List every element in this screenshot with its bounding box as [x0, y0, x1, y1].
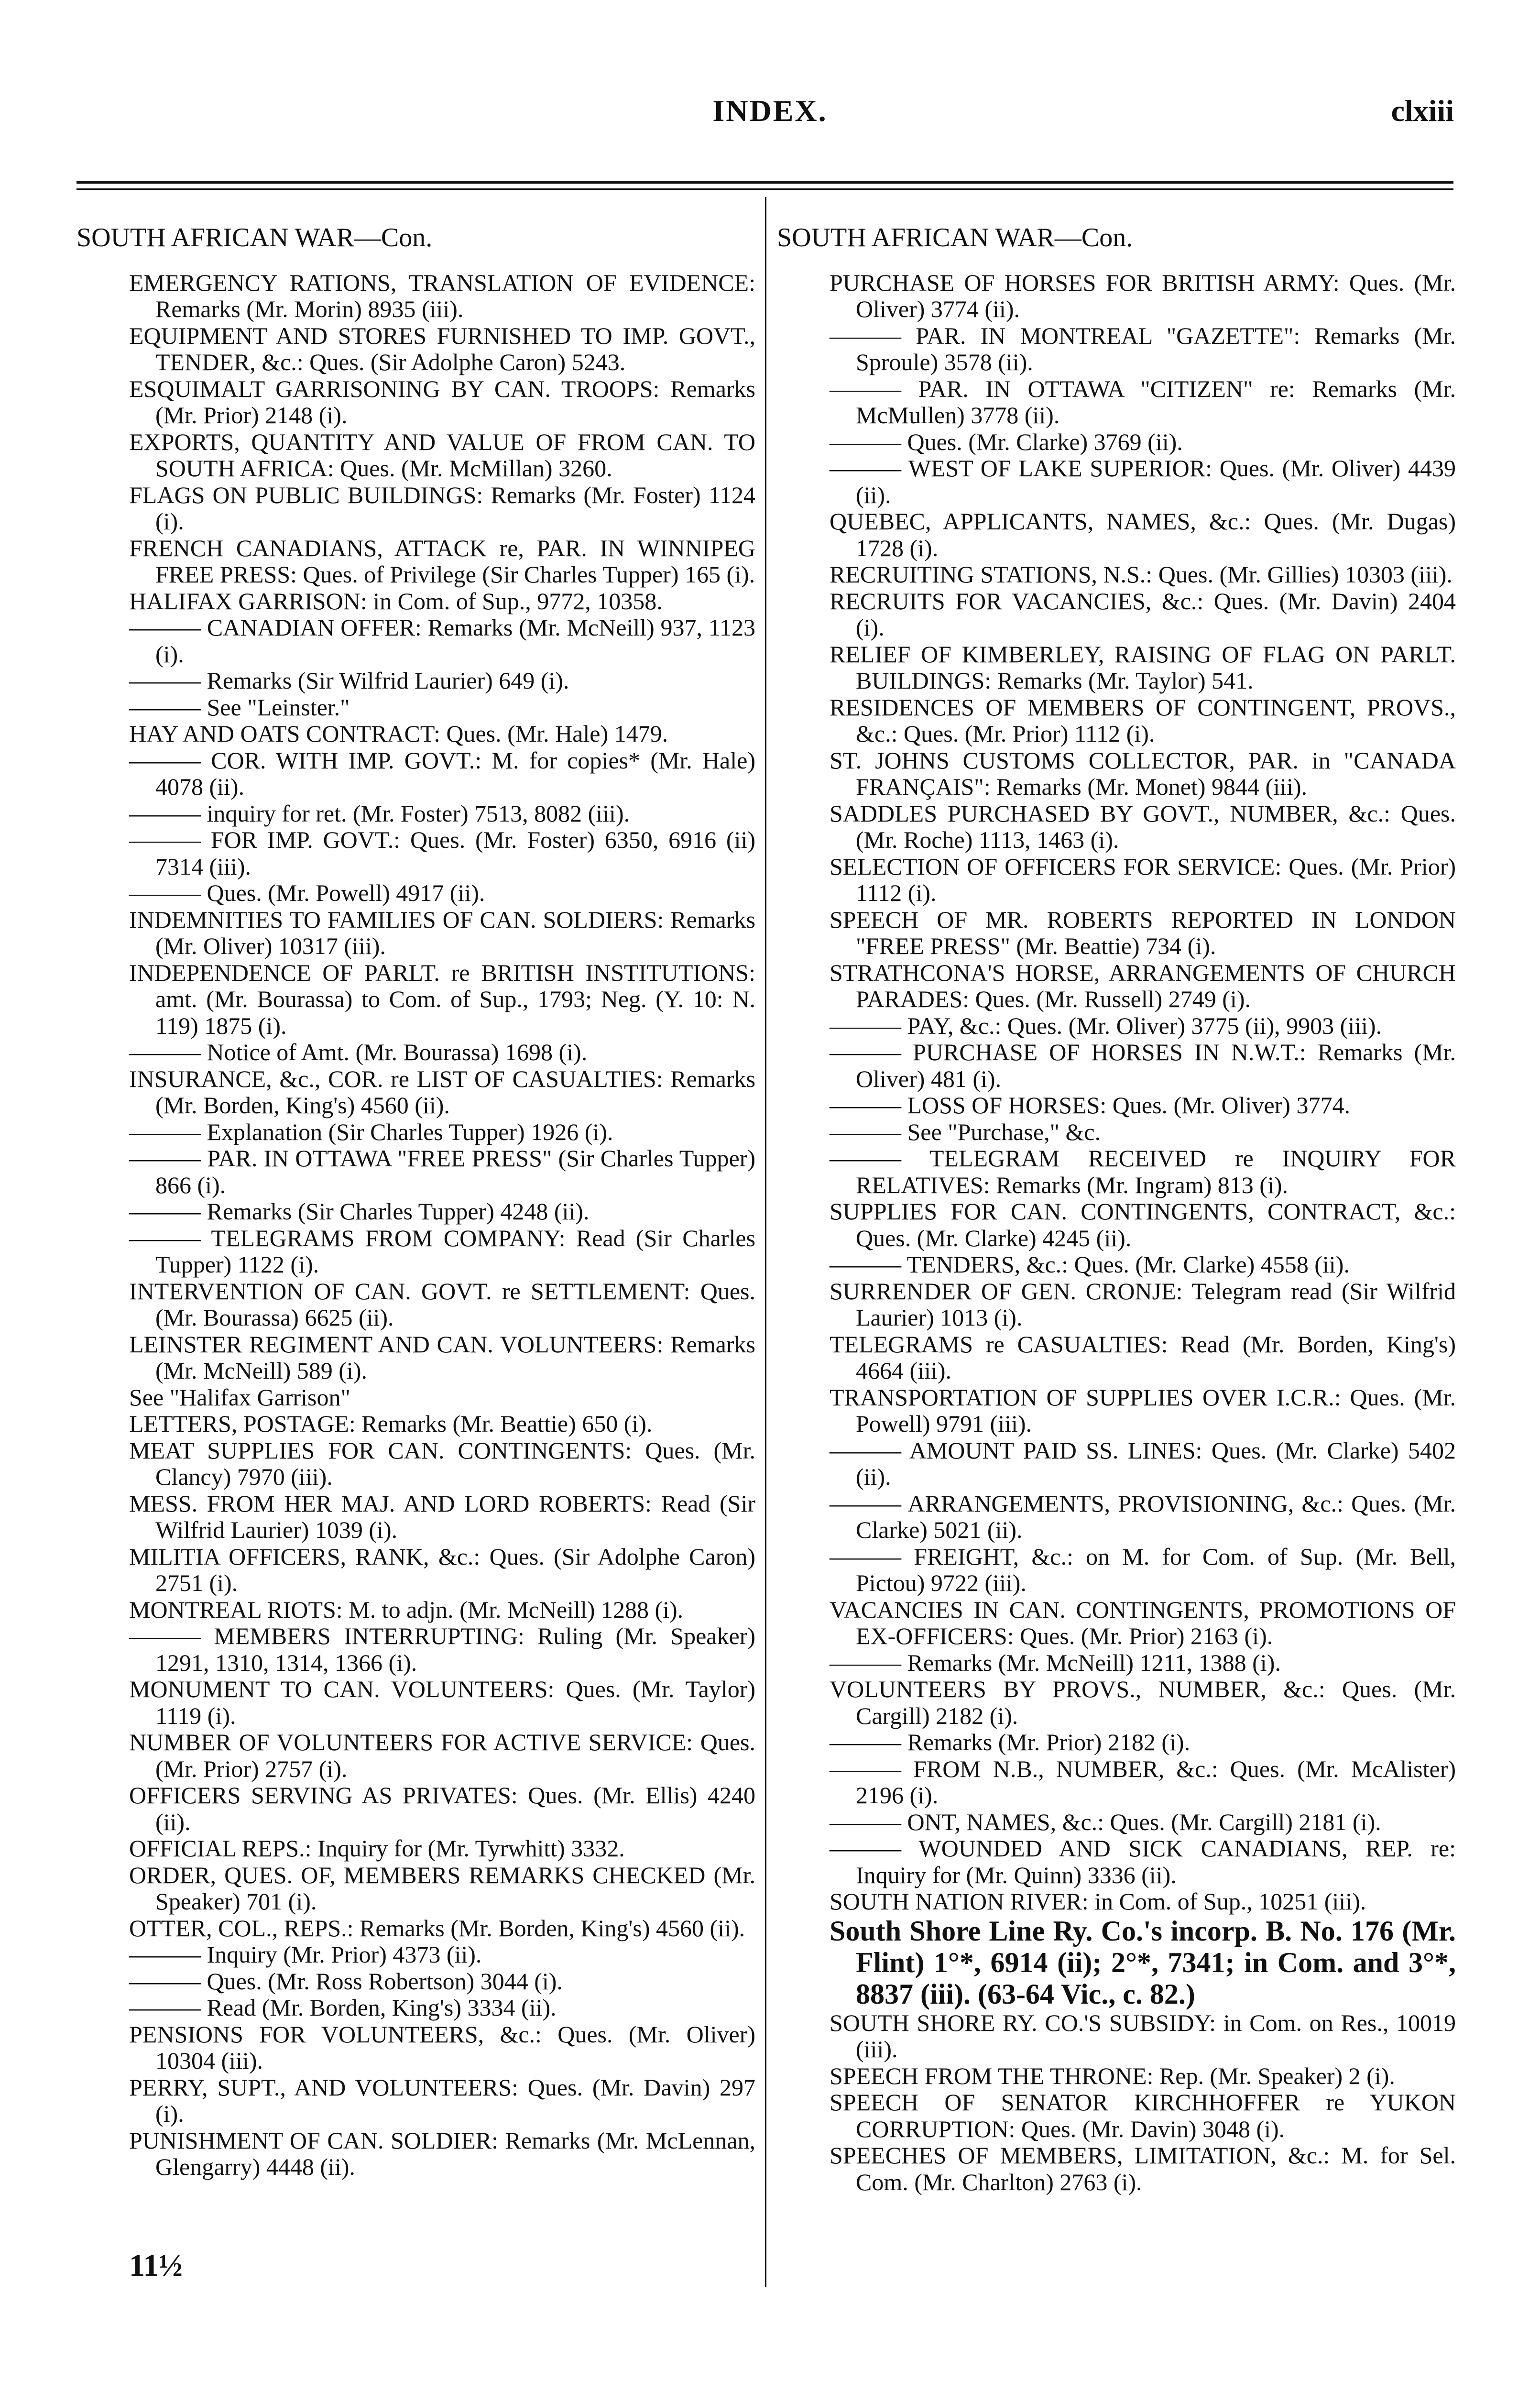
index-entry: QUEBEC, APPLICANTS, NAMES, &c.: Ques. (Mr. Dugas) 1728 (i). [830, 508, 1456, 561]
right-column [777, 225, 1456, 2195]
index-entry: ——— COR. WITH IMP. GOVT.: M. for copies* (Mr. Hale) 4078 (ii). [129, 746, 755, 800]
index-entry: ST. JOHNS CUSTOMS COLLECTOR, PAR. in "CANADA FRANÇAIS": Remarks (Mr. Monet) 9844 (iii). [830, 746, 1456, 800]
index-entry: FRENCH CANADIANS, ATTACK re, PAR. IN WINNIPEG FREE PRESS: Ques. of Privilege (Sir Charles Tupper) 165 (i). [129, 534, 755, 588]
index-entry: SELECTION OF OFFICERS FOR SERVICE: Ques. (Mr. Prior) 1112 (i). [830, 853, 1456, 906]
index-entry: ——— WOUNDED AND SICK CANADIANS, REP. re: Inquiry for (Mr. Quinn) 3336 (ii). [830, 1835, 1456, 1888]
index-entry: ——— FREIGHT, &c.: on M. for Com. of Sup. (Mr. Bell, Pictou) 9722 (iii). [830, 1543, 1456, 1596]
index-entry: ——— Remarks (Sir Charles Tupper) 4248 (ii). [129, 1198, 590, 1225]
index-entry: EMERGENCY RATIONS, TRANSLATION OF EVIDENCE: Remarks (Mr. Morin) 8935 (iii). [129, 269, 755, 322]
index-entry: ——— LOSS OF HORSES: Ques. (Mr. Oliver) 3774. [830, 1092, 1350, 1119]
index-entry: FLAGS ON PUBLIC BUILDINGS: Remarks (Mr. Foster) 1124 (i). [129, 481, 755, 535]
index-entry: ——— PAR. IN OTTAWA "FREE PRESS" (Sir Charles Tupper) 866 (i). [129, 1145, 755, 1198]
section-heading: SOUTH AFRICAN WAR—Con. [76, 223, 433, 252]
index-entry: ——— PAY, &c.: Ques. (Mr. Oliver) 3775 (ii), 9903 (iii). [830, 1012, 1382, 1039]
index-entry: SUPPLIES FOR CAN. CONTINGENTS, CONTRACT, &c.: Ques. (Mr. Clarke) 4245 (ii). [830, 1198, 1456, 1251]
index-entry: PENSIONS FOR VOLUNTEERS, &c.: Ques. (Mr. Oliver) 10304 (iii). [129, 2020, 755, 2074]
index-entry: ——— PAR. IN OTTAWA "CITIZEN" re: Remarks (Mr. McMullen) 3778 (ii). [830, 375, 1456, 428]
index-entry: ——— FOR IMP. GOVT.: Ques. (Mr. Foster) 6350, 6916 (ii) 7314 (iii). [129, 826, 755, 880]
index-entry: RELIEF OF KIMBERLEY, RAISING OF FLAG ON PARLT. BUILDINGS: Remarks (Mr. Taylor) 541. [830, 640, 1456, 694]
index-entry: ——— Notice of Amt. (Mr. Bourassa) 1698 (i). [129, 1039, 588, 1065]
index-entry: ——— Ques. (Mr. Clarke) 3769 (ii). [830, 428, 1183, 455]
index-entry: SPEECH OF MR. ROBERTS REPORTED IN LONDON "FREE PRESS" (Mr. Beattie) 734 (i). [830, 906, 1456, 959]
index-entry: SADDLES PURCHASED BY GOVT., NUMBER, &c.: Ques. (Mr. Roche) 1113, 1463 (i). [830, 800, 1456, 853]
index-entry: RESIDENCES OF MEMBERS OF CONTINGENT, PROVS., &c.: Ques. (Mr. Prior) 1112 (i). [830, 693, 1456, 747]
index-entry: ——— Ques. (Mr. Ross Robertson) 3044 (i). [129, 1967, 563, 1995]
index-entry: ——— TELEGRAM RECEIVED re INQUIRY FOR RELATIVES: Remarks (Mr. Ingram) 813 (i). [830, 1145, 1456, 1198]
index-entry: See "Halifax Garrison" [129, 1383, 350, 1411]
index-entry: LETTERS, POSTAGE: Remarks (Mr. Beattie) 650 (i). [129, 1410, 653, 1437]
header-rule-thin [76, 188, 1453, 190]
index-entry: INTERVENTION OF CAN. GOVT. re SETTLEMENT: Ques. (Mr. Bourassa) 6625 (ii). [129, 1277, 755, 1331]
index-entry: ——— inquiry for ret. (Mr. Foster) 7513, 8082 (iii). [129, 800, 630, 827]
index-entry: ——— WEST OF LAKE SUPERIOR: Ques. (Mr. Oliver) 4439 (ii). [830, 455, 1456, 508]
index-entry: EXPORTS, QUANTITY AND VALUE OF FROM CAN. TO SOUTH AFRICA: Ques. (Mr. McMillan) 3260. [129, 428, 755, 482]
index-entry: RECRUITING STATIONS, N.S.: Ques. (Mr. Gillies) 10303 (iii). [830, 561, 1453, 588]
index-entry: ——— FROM N.B., NUMBER, &c.: Ques. (Mr. McAlister) 2196 (i). [830, 1755, 1456, 1809]
index-entry: ——— PURCHASE OF HORSES IN N.W.T.: Remarks (Mr. Oliver) 481 (i). [830, 1039, 1456, 1092]
index-entry: RECRUITS FOR VACANCIES, &c.: Ques. (Mr. Davin) 2404 (i). [830, 587, 1456, 641]
index-entry: ——— TELEGRAMS FROM COMPANY: Read (Sir Charles Tupper) 1122 (i). [129, 1224, 755, 1278]
index-entry: ——— Inquiry (Mr. Prior) 4373 (ii). [129, 1941, 482, 1968]
page-title: INDEX. [712, 94, 828, 128]
index-entry: INSURANCE, &c., COR. re LIST OF CASUALTIES: Remarks (Mr. Borden, King's) 4560 (ii). [129, 1065, 755, 1119]
index-entry: INDEPENDENCE OF PARLT. re BRITISH INSTITUTIONS: amt. (Mr. Bourassa) to Com. of Sup., 1793; Neg. (Y. 10: N. 119) 1875 (i). [129, 959, 755, 1039]
index-entry: SOUTH SHORE RY. CO.'S SUBSIDY: in Com. on Res., 10019 (iii). [830, 2009, 1456, 2062]
index-entry: ESQUIMALT GARRISONING BY CAN. TROOPS: Remarks (Mr. Prior) 2148 (i). [129, 375, 755, 428]
signature-mark: 11½ [129, 2248, 183, 2283]
index-entry: TELEGRAMS re CASUALTIES: Read (Mr. Borden, King's) 4664 (iii). [830, 1330, 1456, 1384]
column-divider [765, 197, 766, 2287]
index-entry: MILITIA OFFICERS, RANK, &c.: Ques. (Sir Adolphe Caron) 2751 (i). [129, 1543, 755, 1596]
index-entry: HAY AND OATS CONTRACT: Ques. (Mr. Hale) 1479. [129, 720, 668, 747]
index-entry: ——— Explanation (Sir Charles Tupper) 1926 (i). [129, 1118, 613, 1145]
header-rule-thick [76, 181, 1453, 184]
index-entry: HALIFAX GARRISON: in Com. of Sup., 9772, 10358. [129, 587, 663, 614]
index-entry: ——— TENDERS, &c.: Ques. (Mr. Clarke) 4558 (ii). [830, 1251, 1350, 1278]
index-entry: ORDER, QUES. OF, MEMBERS REMARKS CHECKED (Mr. Speaker) 701 (i). [129, 1861, 755, 1915]
index-entry: ——— ONT, NAMES, &c.: Ques. (Mr. Cargill) 2181 (i). [830, 1808, 1381, 1835]
index-entry: SPEECHES OF MEMBERS, LIMITATION, &c.: M. for Sel. Com. (Mr. Charlton) 2763 (i). [830, 2142, 1456, 2195]
index-entry: ——— ARRANGEMENTS, PROVISIONING, &c.: Ques. (Mr. Clarke) 5021 (ii). [830, 1490, 1456, 1543]
index-entry: LEINSTER REGIMENT AND CAN. VOLUNTEERS: Remarks (Mr. McNeill) 589 (i). [129, 1330, 755, 1384]
index-entry: VACANCIES IN CAN. CONTINGENTS, PROMOTIONS OF EX-OFFICERS: Ques. (Mr. Prior) 2163 (i). [830, 1596, 1456, 1649]
index-entry: ——— CANADIAN OFFER: Remarks (Mr. McNeill) 937, 1123 (i). [129, 614, 755, 668]
index-entry: NUMBER OF VOLUNTEERS FOR ACTIVE SERVICE: Ques. (Mr. Prior) 2757 (i). [129, 1729, 755, 1782]
index-entry: TRANSPORTATION OF SUPPLIES OVER I.C.R.: Ques. (Mr. Powell) 9791 (iii). [830, 1383, 1456, 1437]
right-entries [777, 270, 1456, 1889]
right-final-entries [777, 2010, 1456, 2196]
index-entry: ——— Remarks (Mr. McNeill) 1211, 1388 (i). [830, 1649, 1281, 1676]
index-entry: PURCHASE OF HORSES FOR BRITISH ARMY: Ques. (Mr. Oliver) 3774 (ii). [830, 269, 1456, 322]
index-entry: ——— AMOUNT PAID SS. LINES: Ques. (Mr. Clarke) 5402 (ii). [830, 1437, 1456, 1490]
index-entry: MONTREAL RIOTS: M. to adjn. (Mr. McNeill) 1288 (i). [129, 1596, 684, 1623]
section-heading: SOUTH AFRICAN WAR—Con. [777, 223, 1133, 252]
index-entry: SOUTH NATION RIVER: in Com. of Sup., 10251 (iii). [830, 1888, 1366, 1915]
index-entry: SPEECH FROM THE THRONE: Rep. (Mr. Speaker) 2 (i). [830, 2062, 1395, 2089]
index-entry: ——— PAR. IN MONTREAL "GAZETTE": Remarks (Mr. Sproule) 3578 (ii). [830, 322, 1456, 375]
index-entry: MESS. FROM HER MAJ. AND LORD ROBERTS: Read (Sir Wilfrid Laurier) 1039 (i). [129, 1490, 755, 1543]
index-entry: VOLUNTEERS BY PROVS., NUMBER, &c.: Ques. (Mr. Cargill) 2182 (i). [830, 1676, 1456, 1729]
index-entry: ——— Read (Mr. Borden, King's) 3334 (ii). [129, 1994, 557, 2021]
index-entry: INDEMNITIES TO FAMILIES OF CAN. SOLDIERS: Remarks (Mr. Oliver) 10317 (iii). [129, 906, 755, 959]
index-entry: MONUMENT TO CAN. VOLUNTEERS: Ques. (Mr. Taylor) 1119 (i). [129, 1676, 755, 1729]
page-number: clxiii [1391, 94, 1454, 128]
right-tail-entries [777, 1888, 1456, 1915]
index-entry: SURRENDER OF GEN. CRONJE: Telegram read (Sir Wilfrid Laurier) 1013 (i). [830, 1277, 1456, 1331]
left-entries [76, 270, 755, 2181]
index-entry: OFFICERS SERVING AS PRIVATES: Ques. (Mr. Ellis) 4240 (ii). [129, 1782, 755, 1835]
index-entry: EQUIPMENT AND STORES FURNISHED TO IMP. GOVT., TENDER, &c.: Ques. (Sir Adolphe Caron) 5243. [129, 322, 755, 375]
index-entry: ——— Remarks (Sir Wilfrid Laurier) 649 (i). [129, 667, 569, 694]
index-entry: ——— MEMBERS INTERRUPTING: Ruling (Mr. Speaker) 1291, 1310, 1314, 1366 (i). [129, 1623, 755, 1676]
index-entry: MEAT SUPPLIES FOR CAN. CONTINGENTS: Ques. (Mr. Clancy) 7970 (iii). [129, 1437, 755, 1490]
index-entry: OTTER, COL., REPS.: Remarks (Mr. Borden, King's) 4560 (ii). [129, 1914, 745, 1941]
index-entry: PUNISHMENT OF CAN. SOLDIER: Remarks (Mr. McLennan, Glengarry) 4448 (ii). [129, 2127, 755, 2180]
index-entry: ——— Remarks (Mr. Prior) 2182 (i). [830, 1729, 1190, 1755]
left-column [76, 225, 755, 2181]
index-entry: OFFICIAL REPS.: Inquiry for (Mr. Tyrwhitt) 3332. [129, 1835, 625, 1862]
index-entry: ——— See "Leinster." [129, 693, 350, 721]
index-entry: ——— Ques. (Mr. Powell) 4917 (ii). [129, 879, 485, 906]
index-entry: STRATHCONA'S HORSE, ARRANGEMENTS OF CHURCH PARADES: Ques. (Mr. Russell) 2749 (i). [830, 959, 1456, 1012]
index-entry: PERRY, SUPT., AND VOLUNTEERS: Ques. (Mr. Davin) 297 (i). [129, 2073, 755, 2127]
index-entry: ——— See "Purchase," &c. [830, 1118, 1101, 1145]
index-entry: SPEECH OF SENATOR KIRCHHOFFER re YUKON CORRUPTION: Ques. (Mr. Davin) 3048 (i). [830, 2089, 1456, 2142]
index-entry-bold: South Shore Line Ry. Co.'s incorp. B. No. 176 (Mr. Flint) 1°*, 6914 (ii); 2°*, 7341; in Com. and 3°*, 8837 (iii). (63-64 Vic., c. 82.) [830, 1915, 1456, 2010]
